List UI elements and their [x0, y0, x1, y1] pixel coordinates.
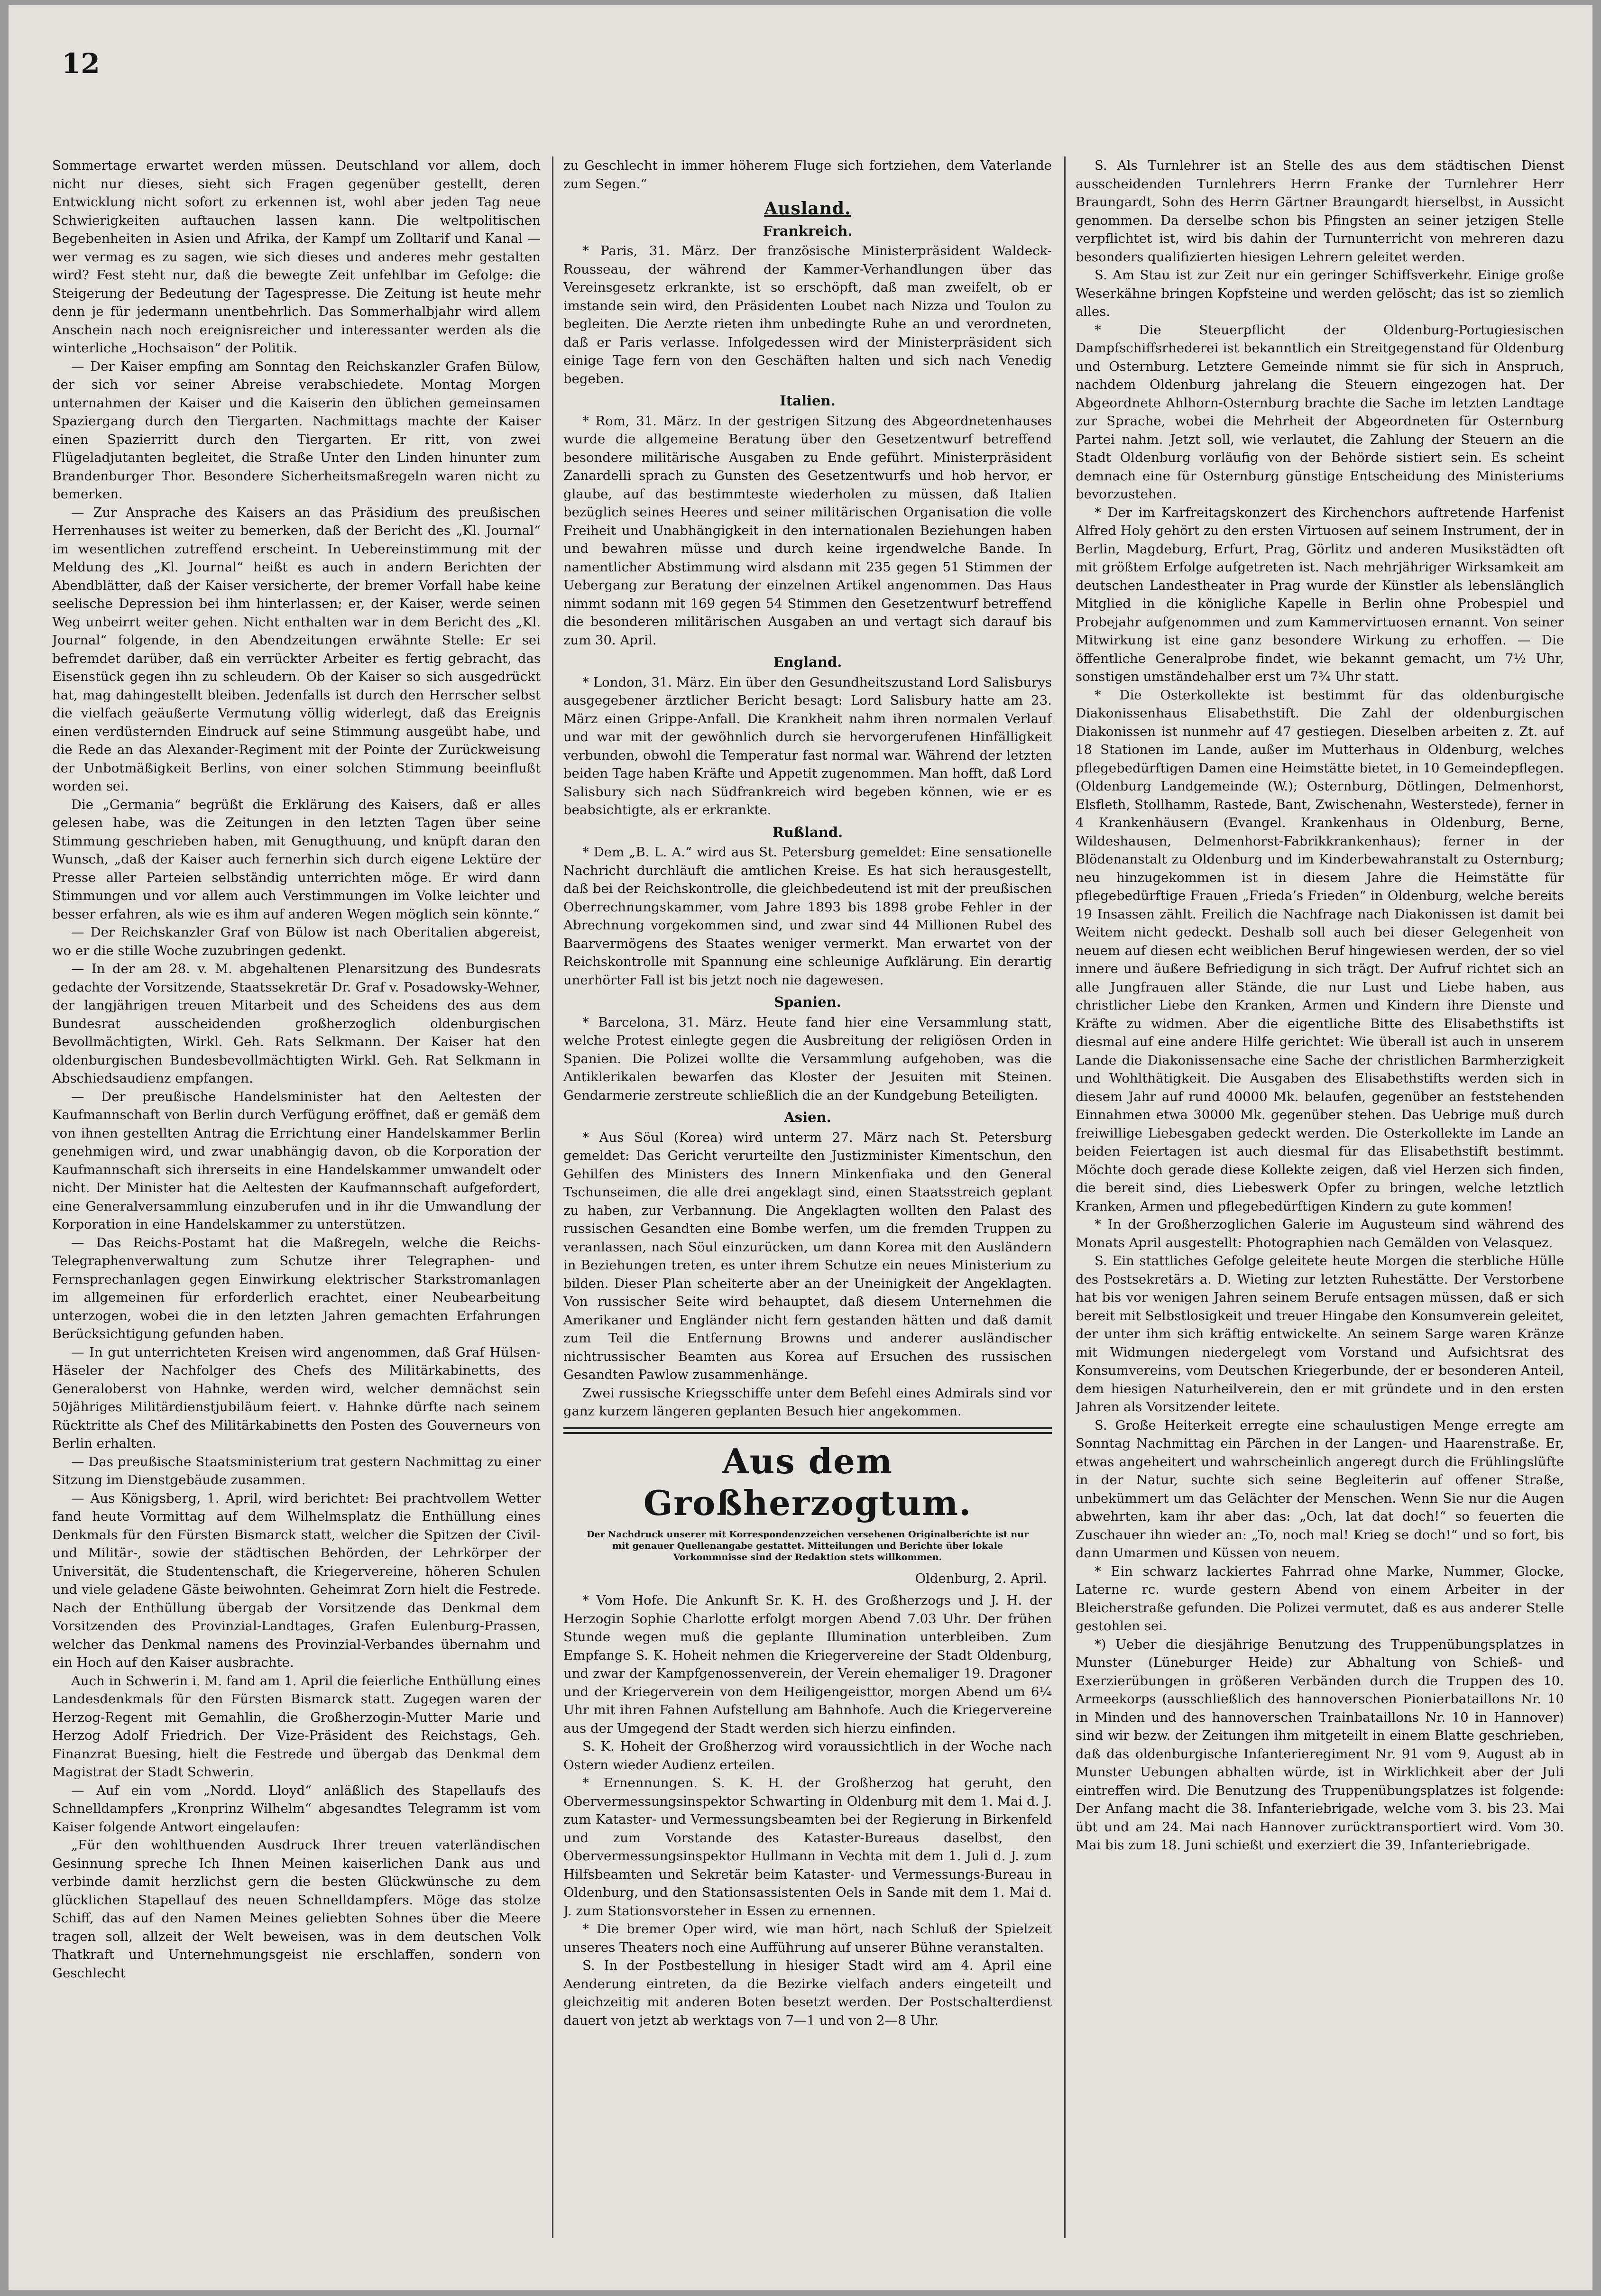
article-paragraph: S. Große Heiterkeit erregte eine schaulustigen Menge erregte am Sonntag Nachmittag ein Pärchen in der Langen- und Haarenstraße. Er, etwas angeheitert und wahrscheinlich angeregt durch die Frühlingslüfte in der Natur, suchte sich seine Begleiterin auf offener Straße, unbekümmert um das Gelächter der Menschen. Wenn Sie nur die Augen abwehrten, kam ihr aber das: „Och, lat dat doch!“ so feuerten die Zuschauer ihn wieder an: „To, noch mal! Krieg se doch!“ und so fort, bis dann Umarmen und Küssen von neuem.: [1076, 1417, 1564, 1561]
article-paragraph: * Ein schwarz lackiertes Fahrrad ohne Marke, Nummer, Glocke, Laterne rc. wurde gestern Abend von einem Arbeiter in der Bleicherstraße gefunden. Die Polizei vermutet, daß es aus anderer Stelle gestohlen sei.: [1076, 1563, 1564, 1634]
newspaper-page: [9, 5, 1592, 2290]
column-rule: [1064, 156, 1066, 2238]
article-paragraph: * Dem „B. L. A.“ wird aus St. Petersburg gemeldet: Eine sensationelle Nachricht durchläuft die amtlichen Kreise. Es hat sich herausgestellt, daß bei der Reichskontrolle, die gleichbedeutend ist mit der preußischen Oberrechnungskammer, vom Jahre 1893 bis 1898 grobe Fehler in der Abrechnung vorgekommen sind, und zwar sind 44 Millionen Rubel des Baarvermögens des Staates weniger vermerkt. Man erwartet von der Reichskontrolle mit Spannung eine schleunige Aufklärung. Ein derartig unerhörter Fall ist bis jetzt noch nie dagewesen.: [563, 845, 1052, 988]
article-paragraph: Sommertage erwartet werden müssen. Deutschland vor allem, doch nicht nur dieses, sieht sich Fragen gegenüber gestellt, deren Entwicklung nicht sofort zu erkennen ist, wohl aber jeden Tag neue Schwierigkeiten auftauchen lassen kann. Die weltpolitischen Begebenheiten in Asien und Afrika, der Kampf um Zolltarif und Kanal — wer vermag es zu sagen, wie sich dieses und anderes mehr gestalten wird? Fest steht nur, daß die bewegte Zeit unfehlbar im Gefolge: die Steigerung der Bedeutung der Tagespresse. Die Zeitung ist heute mehr denn je für jedermann unentbehrlich. Das Sommerhalbjahr wird allem Anschein nach noch ereignisreicher und interessanter werden als die winterliche „Hochsaison“ der Politik.: [52, 158, 541, 356]
article-paragraph: * Barcelona, 31. März. Heute fand hier eine Versammlung statt, welche Protest einlegte gegen die Ausbreitung der religiösen Orden in Spanien. Die Polizei wollte die Versammlung aufgehoben, was die Antiklerikalen bewarfen das Kloster der Jesuiten mit Steinen. Gendarmerie zerstreute schließlich die an der Kundgebung Beteiligten.: [563, 1014, 1052, 1103]
article-paragraph: — In der am 28. v. M. abgehaltenen Plenarsitzung des Bundesrats gedachte der Vorsitzende, Staatssekretär Dr. Graf v. Posadowsky-Wehner, der langjährigen treuen Mitarbeit und des Scheidens des aus dem Bundesrat ausscheidenden großherzoglich oldenburgischen Bevollmächtigten, Wirkl. Geh. Rats Selkmann. Der Kaiser hat den oldenburgischen Bundesbevollmächtigten Wirkl. Geh. Rat Selkmann in Abschiedsaudienz empfangen.: [52, 961, 541, 1086]
article-paragraph: — Der Reichskanzler Graf von Bülow ist nach Oberitalien abgereist, wo er die stille Woche zuzubringen gedenkt.: [52, 925, 541, 958]
article-paragraph: Auch in Schwerin i. M. fand am 1. April die feierliche Enthüllung eines Landesdenkmals für den Fürsten Bismarck statt. Zugegen waren der Herzog-Regent mit Gemahlin, die Großherzogin-Mutter Marie und Herzog Adolf Friedrich. Der Vize-Präsident des Reichstags, Geh. Finanzrat Buesing, hielt die Festrede und übergab das Denkmal dem Magistrat der Stadt Schwerin.: [52, 1673, 541, 1780]
article-paragraph: — Aus Königsberg, 1. April, wird berichtet: Bei prachtvollem Wetter fand heute Vormittag auf dem Wilhelmsplatz die Enthüllung eines Denkmals für den Fürsten Bismarck statt, welcher die Spitzen der Civil- und Militär-, sowie der städtischen Behörden, der Lehrkörper der Universität, die Studentenschaft, die Kriegervereine, höheren Schulen und viele geladene Gäste beiwohnten. Geheimrat Zorn hielt die Festrede. Nach der Enthüllung übergab der Vorsitzende das Denkmal dem Vorsitzenden des Provinzial-Landtages, Grafen Eulenburg-Prassen, welcher das Denkmal namens des Provinzial-Verbandes übernahm und ein Hoch auf den Kaiser ausbrachte.: [52, 1490, 541, 1670]
subheading-spanien: Spanien.: [774, 994, 841, 1010]
article-paragraph: * Ernennungen. S. K. H. der Großherzog hat geruht, den Obervermessungsinspektor Schwarting in Oldenburg mit dem 1. Mai d. J. zum Kataster- und Vermessungsbeamten bei der Regierung in Birkenfeld und zum Vorstande des Kataster-Bureaus daselbst, den Obervermessungsinspektor Hullmann in Vechta mit dem 1. Juli d. J. zum Hilfsbeamten und Sekretär beim Kataster- und Vermessungs-Bureau in Oldenburg, und den Stationsassistenten Oels in Sande mit dem 1. Mai d. J. zum Stationsvorsteher in Essen zu ernennen.: [563, 1775, 1052, 1919]
article-paragraph: * Die Osterkollekte ist bestimmt für das oldenburgische Diakonissenhaus Elisabethstift. Die Zahl der oldenburgischen Diakonissen ist nunmehr auf 47 gestiegen. Dieselben arbeiten z. Zt. auf 18 Stationen im Lande, außer im Mutterhaus in Oldenburg, welches pflegebedürftigen Damen eine Heimstätte bietet, in 10 Gemeindepflegen. (Oldenburg Landgemeinde (W.); Osternburg, Dötlingen, Delmenhorst, Elsfleth, Stollhamm, Rastede, Bant, Zwischenahn, Westerstede), ferner in 4 Krankenhäusern (Evangel. Krankenhaus in Oldenburg, Berne, Wildeshausen, Delmenhorst-Fabrikkrankenhaus); ferner in der Blödenanstalt zu Oldenburg und im Kinderbewahranstalt zu Osternburg; neu hinzugekommen ist in diesem Jahre die Heimstätte für pflegebedürftige Frauen „Frieda’s Frieden“ in Oldenburg, welche bereits 19 Insassen zählt. Freilich die Nachfrage nach Diakonissen ist damit bei Weitem nicht gedeckt. Deshalb soll auch bei dieser Gelegenheit von neuem auf diesen echt weiblichen Beruf hingewiesen werden, der so viel innere und äußere Befriedigung in sich trägt. Der Aufruf richtet sich an alle Jungfrauen aller Stände, die nur Lust und Liebe haben, aus christlicher Liebe den Kranken, Armen und Kindern ihre Dienste und Kräfte zu widmen. Aber die eigentliche Bitte des Elisabethstifts ist diesmal auf eine andere Hilfe gerichtet: Wie überall ist auch in unserem Lande die Diakonissensache eine Sache der christlichen Barmherzigkeit und Wohlthätigkeit. Die Ausgaben des Elisabethstifts werden sich in diesem Jahr auf rund 40000 Mk. belaufen, gegenüber an feststehenden Einnahmen etwa 30000 Mk. gegenüber stehen. Das Uebrige muß durch freiwillige Liebesgaben gedeckt werden. Die Osterkollekte im Lande an beiden Feiertagen ist auch diesmal für das Elisabethstift bestimmt. Möchte doch gerade diese Kollekte zeigen, daß viel Herzen sich finden, die bereit sind, dies Liebeswerk Opfer zu bringen, welche letztlich Kranken, Armen und pflegebedürftigen Kindern zu gute kommen!: [1076, 687, 1564, 1214]
article-paragraph: Zwei russische Kriegsschiffe unter dem Befehl eines Admirals sind vor ganz kurzem längeren geplanten Besuch hier angekommen.: [563, 1385, 1052, 1419]
column-2: [563, 156, 1052, 2030]
article-paragraph: * London, 31. März. Ein über den Gesundheitszustand Lord Salisburys ausgegebener ärztlicher Bericht besagt: Lord Salisbury hatte am 23. März einen Grippe-Anfall. Die Krankheit nahm ihren normalen Verlauf und war mit der gewöhnlich durch sie hervorgerufenen Hinfälligkeit verbunden, obwohl die Temperatur fast normal war. Während der letzten beiden Tage haben Kräfte und Appetit zugenommen. Man hofft, daß Lord Salisbury sich nach Südfrankreich wird begeben können, wie er es beabsichtigte, als er erkrankte.: [563, 674, 1052, 817]
subheading-italien: Italien.: [780, 393, 836, 409]
column-3: [1076, 156, 1564, 1855]
article-paragraph: S. Ein stattliches Gefolge geleitete heute Morgen die sterbliche Hülle des Postsekretärs a. D. Wieting zur letzten Ruhestätte. Der Verstorbene hat bis vor wenigen Jahren seinem Berufe entsagen müssen, daß er sich bereit mit Selbstlosigkeit und treuer Hingabe den Konsumverein geleitet, der unter ihm sich kräftig entwickelte. An seinem Sarge waren Kränze mit Widmungen niedergelegt vom Vorstand und Aufsichtsrat des Konsumvereins, vom Deutschen Kriegerbunde, der er besonderen Anteil, dem hiesigen Naturheilverein, den er mit gründete und in den ersten Jahren als Vorsitzender leitete.: [1076, 1253, 1564, 1414]
subheading-russland: Rußland.: [772, 824, 843, 840]
subheading-frankreich: Frankreich.: [763, 222, 853, 239]
article-paragraph: — Auf ein vom „Nordd. Lloyd“ anläßlich des Stapellaufs des Schnelldampfers „Kronprinz Wilhelm“ abgesandtes Telegramm ist vom Kaiser folgende Antwort eingelaufen:: [52, 1782, 541, 1835]
article-paragraph: S. Am Stau ist zur Zeit nur ein geringer Schiffsverkehr. Einige große Weserkähne bringen Kopfsteine und werden gelöscht; das ist so ziemlich alles.: [1076, 267, 1564, 319]
article-paragraph: S. In der Postbestellung in hiesiger Stadt wird am 4. April eine Aenderung eintreten, da die Bezirke vielfach anders eingeteilt und gleichzeitig mit anderen Boten besetzt werden. Der Postschalterdienst dauert von jetzt ab werktags von 7—1 und von 2—8 Uhr.: [563, 1958, 1052, 2028]
article-paragraph: — Das preußische Staatsministerium trat gestern Nachmittag zu einer Sitzung im Dienstgebäude zusammen.: [52, 1454, 541, 1488]
article-paragraph: — Zur Ansprache des Kaisers an das Präsidium des preußischen Herrenhauses ist weiter zu bemerken, daß der Bericht des „Kl. Journal“ im wesentlichen zutreffend erscheint. In Uebereinstimmung mit der Meldung des „Kl. Journal“ heißt es auch in andern Berichten der Abendblätter, daß der Kaiser versicherte, der bremer Vorfall habe keine seelische Depression bei ihm hinterlassen; er, der Kaiser, werde seinen Weg unbeirrt weiter gehen. Nicht enthalten war in dem Bericht des „Kl. Journal“ folgende, in den Abendzeitungen erwähnte Stelle: Er sei befremdet darüber, daß ein verrückter Arbeiter es fertig gebracht, das Eisenstück gegen ihn zu schleudern. Ob der Kaiser so sich ausgedrückt hat, mag dahingestellt bleiben. Jedenfalls ist durch den Herrscher selbst die vielfach geäußerte Vermutung völlig widerlegt, daß das Ereignis einen verdüsternden Eindruck auf seine Stimmung ausgeübt habe, und die Rede an das Alexander-Regiment mit der Pointe der Zurückweisung der Unbotmäßigkeit Berlins, von einer solchen Stimmung beeinflußt worden sei.: [52, 505, 541, 794]
article-paragraph: — In gut unterrichteten Kreisen wird angenommen, daß Graf Hülsen-Häseler der Nachfolger des Chefs des Militärkabinetts, des Generaloberst von Hahnke, werden wird, welcher demnächst sein 50jähriges Militärdienstjubiläum feiert. v. Hahnke dürfte nach seinem Rücktritte als Chef des Militärkabinetts den Posten des Gouverneurs von Berlin erhalten.: [52, 1344, 541, 1451]
article-paragraph: Die „Germania“ begrüßt die Erklärung des Kaisers, daß er alles gelesen habe, was die Zeitungen in den letzten Tagen über seine Stimmung geschrieben haben, mit Genugthuung, und knüpft daran den Wunsch, „daß der Kaiser auch fernerhin sich durch eigene Lektüre der Presse aller Parteien selbständig unterrichten möge. Er wird dann Stimmungen und vor allem auch Verstimmungen im Volke leichter und besser erfahren, als wie es ihm auf anderen Wegen möglich sein könnte.“: [52, 797, 541, 922]
article-paragraph: * Die Steuerpflicht der Oldenburg-Portugiesischen Dampfschiffsrhederei ist bekanntlich ein Streitgegenstand für Oldenburg und Osternburg. Letztere Gemeinde nimmt sie für sich in Anspruch, nachdem Oldenburg jahrelang die Steuern eingezogen hat. Der Abgeordnete Ahlhorn-Osternburg brachte die Sache im letzten Landtage zur Sprache, wobei die Mehrheit der Abgeordneten für Osternburg Partei nahm. Jetzt soll, wie verlautet, die Zahlung der Steuern an die Stadt Oldenburg vorläufig von der Behörde sistiert sein. Es scheint demnach eine für Osternburg günstige Entscheidung des Ministeriums bevorzustehen.: [1076, 322, 1564, 502]
section-divider: [563, 1427, 1052, 1434]
article-paragraph: S. K. Hoheit der Großherzog wird voraussichtlich in der Woche nach Ostern wieder Audienz erteilen.: [563, 1739, 1052, 1773]
article-paragraph: S. Als Turnlehrer ist an Stelle des aus dem städtischen Dienst ausscheidenden Turnlehrers Herrn Franke der Turnlehrer Herr Braungardt, Sohn des Herrn Gärtner Braungardt hierselbst, in Aussicht genommen. Da derselbe schon bis Pfingsten an seiner jetzigen Stelle verpflichtet ist, wird bis dahin der Turnunterricht von mehreren dazu besonders qualifizierten hiesigen Lehrern geleitet werden.: [1076, 158, 1564, 265]
article-paragraph: * Aus Söul (Korea) wird unterm 27. März nach St. Petersburg gemeldet: Das Gericht verurteilte den Justizminister Kimentschun, den Gehilfen des Ministers des Innern Minkenfiaka und den General Tschunseimen, die alle drei angeklagt sind, einen Staatsstreich geplant zu haben, zur Verbannung. Die Angeklagten wollten den Palast des russischen Gesandten eine Bombe werfen, um die fremden Truppen zu veranlassen, nach Söul einzurücken, um dann Korea mit den Ausländern in Beziehungen treten, es unter ihrem Schutze ein neues Ministerium zu bilden. Dieser Plan scheiterte aber an der Uneinigkeit der Angeklagten. Von russischer Seite wird behauptet, daß diesem Unternehmen die Amerikaner und Engländer nicht fern gestanden hätten und daß damit zum Teil die Entfernung Browns und anderer ausländischer nichtrussischer Beamten aus Korea auf Ersuchen des russischen Gesandten Pawlow zusammenhänge.: [563, 1130, 1052, 1382]
article-paragraph: * Der im Karfreitagskonzert des Kirchenchors auftretende Harfenist Alfred Holy gehört zu den ersten Virtuosen auf seinem Instrument, der in Berlin, Magdeburg, Erfurt, Prag, Görlitz und anderen Musikstädten oft mit größtem Erfolge aufgetreten ist. Nach mehrjähriger Wirksamkeit am deutschen Landestheater in Prag wurde der Künstler als lebenslänglich Mitglied in die königliche Kapelle in Berlin ohne Probespiel und Probejahr aufgenommen und zum Kammervirtuosen ernannt. Von seiner Mitwirkung ist eine ganz besondere Wirkung zu erhoffen. — Die öffentliche Generalprobe findet, wie bekannt gemacht, um 7½ Uhr, sonstigen umständehalber erst um 7¾ Uhr statt.: [1076, 505, 1564, 684]
article-paragraph: „Für den wohlthuenden Ausdruck Ihrer treuen vaterländischen Gesinnung spreche Ich Ihnen Meinen kaiserlichen Dank aus und verbinde damit herzlichst gern die besten Glückwünsche zu dem glücklichen Stapellauf des neuen Schnelldampfers. Möge das stolze Schiff, das auf den Namen Meines geliebten Sohnes über die Meere tragen soll, allzeit der Welt beweisen, was in dem deutschen Volk Thatkraft und Unternehmungsgeist nie erschlaffen, sondern von Geschlecht: [52, 1837, 541, 1981]
article-paragraph: — Der Kaiser empfing am Sonntag den Reichskanzler Grafen Bülow, der sich vor seiner Abreise verabschiedete. Montag Morgen unternahmen der Kaiser und die Kaiserin den üblichen gemeinsamen Spaziergang durch den Tiergarten. Nachmittags machte der Kaiser einen Spazierritt durch den Tiergarten. Er ritt, von zwei Flügeladjutanten begleitet, die Straße Unter den Linden hinunter zum Brandenburger Thor. Besondere Sicherheitsmaßregeln waren nicht zu bemerken.: [52, 358, 541, 502]
column-1: [52, 156, 541, 1982]
column-rule: [552, 156, 553, 2238]
article-paragraph: *) Ueber die diesjährige Benutzung des Truppenübungsplatzes in Munster (Lüneburger Heide) zur Abhaltung von Schieß- und Exerzierübungen in größeren Verbänden durch die Truppen des 10. Armeekorps (ausschließlich des hannoverschen Pionierbataillons Nr. 10 in Minden und des hannoverschen Trainbataillons Nr. 10 in Hannover) sind wir bezw. der Zeitungen ihm mitgeteilt in einem Blatte geschrieben, daß das oldenburgische Infanterieregiment Nr. 91 vom 9. August ab in Munster Uebungen abhalten würde, ist in Wirklichkeit aber der Juli eintreffen wird. Die Benutzung des Truppenübungsplatzes ist folgende: Der Anfang macht die 38. Infanteriebrigade, welche vom 3. bis 23. Mai übt und am 24. Mai nach Hannover zurücktransportiert wird. Vom 30. Mai bis zum 18. Juni schießt und exerziert die 39. Infanteriebrigade.: [1076, 1636, 1564, 1853]
page-number: 12: [62, 47, 100, 80]
article-paragraph: — Das Reichs-Postamt hat die Maßregeln, welche die Reichs-Telegraphenverwaltung zum Schutze ihrer Telegraphen- und Fernsprechanlagen gegen Einwirkung elektrischer Starkstromanlagen im allgemeinen für erforderlich erachtet, einer Neubearbeitung unterzogen, wobei die in den letzten Jahren gemachten Erfahrungen Berücksichtigung gefunden haben.: [52, 1235, 541, 1341]
section-heading-ausland: Ausland.: [764, 199, 851, 219]
article-paragraph: * Vom Hofe. Die Ankunft Sr. K. H. des Großherzogs und J. H. der Herzogin Sophie Charlotte erfolgt morgen Abend 7.03 Uhr. Der frühen Stunde wegen muß die geplante Illumination unterbleiben. Zum Empfange S. K. Hoheit nehmen die Kriegervereine der Stadt Oldenburg, und zwar der Kampfgenossenverein, der Verein ehemaliger 19. Dragoner und der Kriegerverein von dem Heiligengeisttor, morgen Abend um 6¼ Uhr mit ihren Fahnen Aufstellung am Bahnhofe. Auch die Kriegervereine aus der Umgegend der Stadt werden sich hierzu einfinden.: [563, 1593, 1052, 1736]
section-masthead: Aus dem Großherzogtum.: [643, 1441, 972, 1523]
dateline: Oldenburg, 2. April.: [915, 1570, 1047, 1586]
reprint-notice: Der Nachdruck unserer mit Korrespondenzzeichen versehenen Originalberichte ist nur mit genauer Quellenangabe gestattet. Mitteilungen und Berichte über lokale Vorkommnisse sind der Redaktion stets willkommen.: [586, 1529, 1029, 1562]
article-paragraph: * Paris, 31. März. Der französische Ministerpräsident Waldeck-Rousseau, der während der Kammer-Verhandlungen über das Vereinsgesetz erkrankte, ist so erschöpft, daß man zweifelt, ob er imstande sein wird, den Präsidenten Loubet nach Nizza und Toulon zu begleiten. Die Aerzte rieten ihm unbedingte Ruhe an und verordneten, daß er Paris verlasse. Infolgedessen wird der Ministerpräsident sich einige Tage fern von den Geschäften halten und sich nach Venedig begeben.: [563, 243, 1052, 386]
article-paragraph: * Die bremer Oper wird, wie man hört, nach Schluß der Spielzeit unseres Theaters noch eine Aufführung auf unserer Bühne veranstalten.: [563, 1921, 1052, 1955]
article-paragraph: zu Geschlecht in immer höherem Fluge sich fortziehen, dem Vaterlande zum Segen.“: [563, 158, 1052, 192]
article-paragraph: — Der preußische Handelsminister hat den Aeltesten der Kaufmannschaft von Berlin durch Verfügung eröffnet, daß er gemäß dem von ihnen gestellten Antrag die Errichtung einer Handelskammer Berlin genehmigen wird, und zwar unabhängig davon, ob die Korporation der Kaufmannschaft sich ihrerseits in eine Handelskammer umwandelt oder nicht. Der Minister hat die Aeltesten der Kaufmannschaft aufgefordert, eine Generalversammlung einzuberufen und in ihr die Umwandlung der Korporation in eine Handelskammer zu unterstützen.: [52, 1089, 541, 1232]
article-paragraph: * In der Großherzoglichen Galerie im Augusteum sind während des Monats April ausgestellt: Photographien nach Gemälden von Velasquez.: [1076, 1217, 1564, 1250]
subheading-asien: Asien.: [784, 1109, 831, 1125]
article-paragraph: * Rom, 31. März. In der gestrigen Sitzung des Abgeordnetenhauses wurde die allgemeine Beratung über den Gesetzentwurf betreffend besondere militärische Ausgaben zu Ende geführt. Ministerpräsident Zanardelli sprach zu Gunsten des Gesetzentwurfs und hob hervor, er glaube, auf das bestimmteste wiederholen zu müssen, daß Italien bezüglich seines Heeres und seiner militärischen Organisation die volle Freiheit und Unabhängigkeit in den internationalen Beziehungen haben und bewahren müsse und durch keine irgendwelche Bande. In namentlicher Abstimmung wird alsdann mit 235 gegen 51 Stimmen der Uebergang zur Beratung der einzelnen Artikel angenommen. Das Haus nimmt sodann mit 169 gegen 54 Stimmen den Gesetzentwurf betreffend die besonderen militärischen Ausgaben an und vertagt sich darauf bis zum 30. April.: [563, 413, 1052, 648]
subheading-england: England.: [773, 654, 842, 670]
